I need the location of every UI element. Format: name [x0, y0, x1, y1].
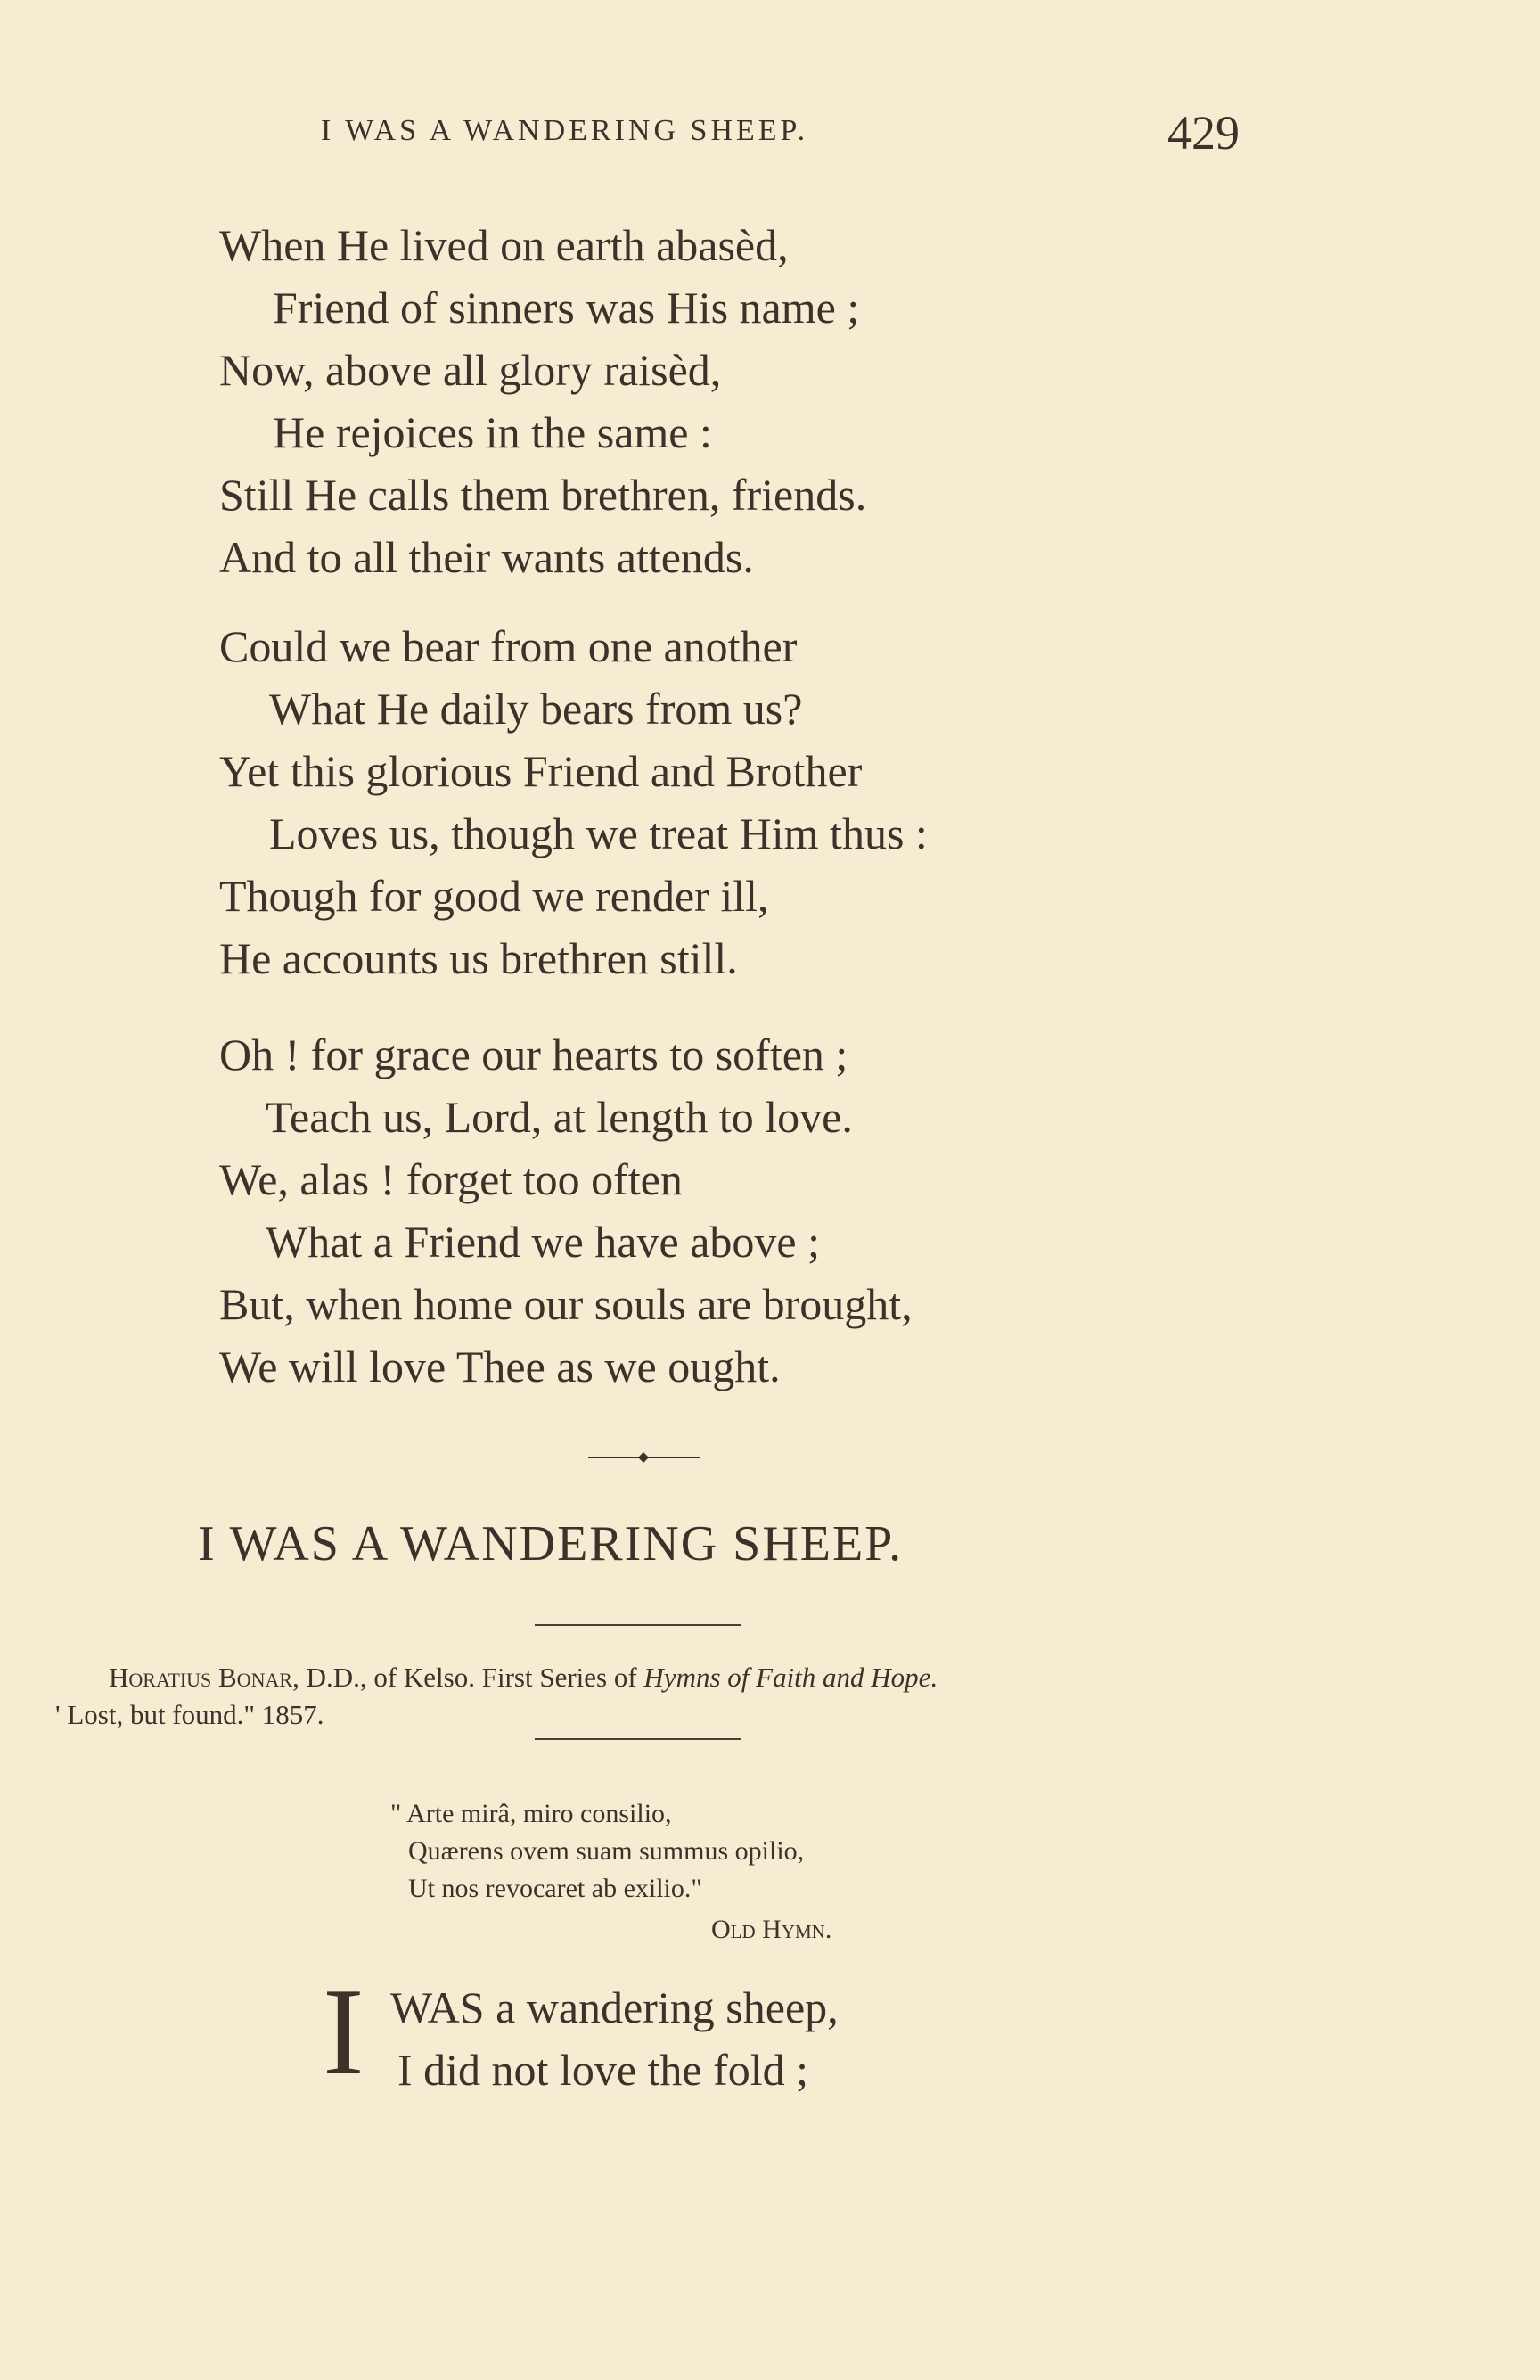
- book-title: Hymns of Faith and Hope.: [643, 1662, 938, 1693]
- verse-line: Still He calls them brethren, friends.: [219, 470, 867, 520]
- verse-line: WAS a wandering sheep,: [390, 1982, 839, 2032]
- section-title: I WAS A WANDERING SHEEP.: [198, 1516, 904, 1572]
- title-rule: [535, 1624, 741, 1626]
- attribution-line: [109, 1662, 938, 1694]
- verse-line: And to all their wants attends.: [219, 532, 754, 582]
- verse-line: We will love Thee as we ought.: [219, 1342, 781, 1391]
- verse-line: Now, above all glory raisèd,: [219, 345, 722, 395]
- verse-line: We, alas ! forget too often: [219, 1154, 683, 1204]
- author-name: Horatius Bonar: [109, 1662, 293, 1693]
- ornament-divider: [588, 1449, 700, 1466]
- epigraph-source: Old Hymn.: [711, 1915, 832, 1944]
- running-title: I WAS A WANDERING SHEEP.: [321, 114, 809, 147]
- epigraph-line: " Arte mirâ, miro consilio,: [390, 1799, 672, 1828]
- verse-line: But, when home our souls are brought,: [219, 1279, 913, 1329]
- verse-line: Loves us, though we treat Him thus :: [269, 808, 928, 858]
- verse-line: Teach us, Lord, at length to love.: [266, 1092, 853, 1142]
- attribution-rule: [535, 1738, 741, 1740]
- page-number: 429: [1167, 106, 1240, 160]
- verse-line: When He lived on earth abasèd,: [219, 220, 789, 270]
- verse-line: Yet this glorious Friend and Brother: [219, 746, 863, 796]
- drop-cap: I: [323, 1963, 365, 2101]
- attribution-text: , D.D., of Kelso. First Series of: [292, 1662, 644, 1693]
- verse-line: Could we bear from one another: [219, 621, 798, 671]
- verse-line: What a Friend we have above ;: [266, 1217, 820, 1267]
- verse-line: Though for good we render ill,: [219, 871, 769, 921]
- verse-line: Oh ! for grace our hearts to soften ;: [219, 1030, 848, 1079]
- verse-line: He rejoices in the same :: [273, 407, 712, 457]
- epigraph-line: Ut nos revocaret ab exilio.": [408, 1874, 702, 1903]
- verse-line: He accounts us brethren still.: [219, 933, 738, 983]
- attribution-line-2: ' Lost, but found." 1857.: [55, 1699, 324, 1730]
- verse-line: Friend of sinners was His name ;: [273, 283, 860, 332]
- verse-line: I did not love the fold ;: [397, 2045, 809, 2095]
- verse-line: What He daily bears from us?: [269, 684, 803, 734]
- epigraph-line: Quærens ovem suam summus opilio,: [408, 1836, 805, 1866]
